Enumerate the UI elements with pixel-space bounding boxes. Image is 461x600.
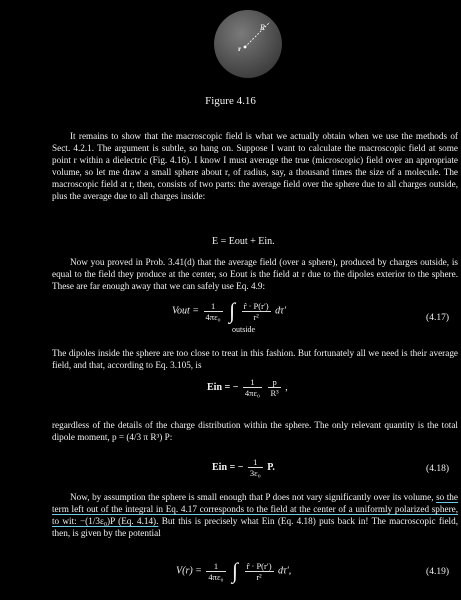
paragraph-2-text: Now you proved in Prob. 3.41(d) that the average field (over a sphere), produced by charges outside, is equal to the field they produce at the center, so Eout is the field at r due to the dipoles exterior to the sphere. These are far enough away that we can safely use Eq. 4.9:: [52, 257, 458, 291]
equation-4-17: [172, 298, 286, 324]
equation-4-18: [212, 457, 275, 478]
eq419-lhs: V(r) =: [176, 565, 202, 577]
eq418-lhs: Ein = −: [212, 461, 244, 473]
paragraph-4-text: regardless of the details of the charge distribution within the sphere. The only relevant quantity is the total dipole moment, p = (4/3 π R³) P:: [52, 420, 458, 442]
equation-E: E = Eout + Ein.: [212, 236, 275, 247]
eq419-dtau: dτ′,: [278, 565, 292, 577]
highlighted-sentence: so the term left out of the integral in Eq. 4.17 corresponds to the field at the center of a uniformly polarized sphere, to wit: −(1/3ε₀)P (Eq. 4.14).: [52, 492, 458, 526]
eq417-num: 1: [204, 301, 223, 312]
eq418-number: (4.18): [426, 464, 449, 474]
equation-4-19: [176, 558, 291, 584]
eq417-number: (4.17): [426, 313, 449, 323]
eq418-num: 1: [248, 457, 263, 468]
figure-caption: Figure 4.16: [205, 95, 256, 107]
paragraph-4: [52, 419, 458, 443]
eq417-den: 4πε₀: [205, 311, 221, 322]
eq418-den: 3ε₀: [249, 468, 261, 478]
eq419-number: (4.19): [426, 567, 449, 577]
eq417-lhs: Vout =: [172, 305, 200, 317]
ein1-den: 4πε₀: [244, 388, 260, 398]
sphere-figure: [208, 6, 288, 86]
eq419-integrand-den: r²: [256, 571, 262, 582]
paragraph-5c: But this is precisely what Ein (Eq. 4.18) puts back in! The macroscopic field, then, is given by the potential: [52, 516, 458, 538]
eq417-integrand-den: r²: [253, 311, 259, 322]
eq417-outside-label: outside: [232, 325, 256, 334]
eq419-integrand-num: r̂ · P(r′): [246, 560, 272, 571]
paragraph-3-text: The dipoles inside the sphere are too close to treat in this fashion. But fortunately all we need is their average field, and that, according to Eq. 3.105, is: [52, 348, 458, 370]
eq417-integrand-num: r̂ · P(r′): [243, 300, 269, 311]
equation-Ein-1: [207, 377, 288, 398]
ein1-tail: ,: [285, 381, 288, 393]
ein1-num: 1: [243, 377, 262, 388]
paragraph-1-text: It remains to show that the macroscopic field is what we actually obtain when we use the methods of Sect. 4.2.1. The argument is subtle, so hang on. Suppose I want to calculate the macroscopic field at some point r within a dielectric (Fig. 4.16). I know I must average the true (microscopic) field over an appropriate volume, so let me draw a small sphere about r, of radius, say, a thousand times the size of a molecule. The macroscopic field at r, then, consists of two parts: the average field over the sphere due to all charges outside, plus the average due to all charges inside:: [52, 131, 458, 201]
eq419-num: 1: [206, 561, 225, 572]
center-point: [244, 46, 247, 49]
paragraph-1: [52, 130, 458, 202]
paragraph-5-text: [52, 491, 458, 539]
eq419-den: 4πε₀: [208, 571, 224, 582]
integral-sign: ∫: [229, 298, 236, 323]
eq418-tail: P.: [267, 461, 275, 473]
ein1-num2: p: [268, 377, 280, 388]
paragraph-3: [52, 347, 458, 371]
ein1-den2: R³: [270, 388, 279, 398]
ein1-lhs: Ein = −: [207, 381, 239, 393]
eq417-dtau: dτ′: [275, 305, 286, 317]
paragraph-5: [52, 491, 458, 539]
paragraph-2: [52, 256, 458, 292]
label-r: r: [238, 45, 242, 53]
integral-sign-2: ∫: [232, 558, 239, 583]
paragraph-5a: Now, by assumption the sphere is small enough that P does not vary significantly over its volume,: [70, 492, 434, 502]
label-R: R: [260, 23, 265, 32]
